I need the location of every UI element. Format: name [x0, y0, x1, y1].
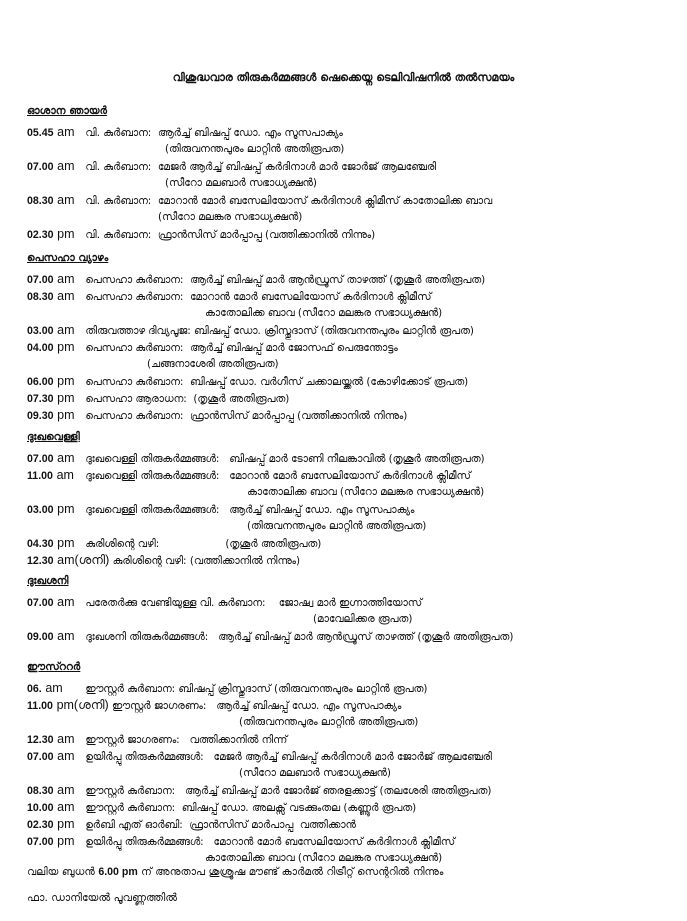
schedule-time [27, 749, 82, 764]
time-value: 07.00 [27, 597, 54, 609]
schedule-time [27, 536, 82, 551]
schedule-time [27, 227, 82, 242]
time-period: am [56, 468, 74, 482]
time-period: am(ശനി) [57, 553, 110, 567]
section-heading: പെസഹാ വ്യാഴം [27, 252, 109, 264]
schedule-text: ഈസ്റ്റർ ജാഗരണം: വത്തിക്കാനിൽ നിന്ന് [85, 734, 288, 746]
schedule-text: തിരുവത്താഴ ദിവ്യപൂജ: ബിഷപ്പ് ഡോ. ക്രിസ്തുദാസ് (തിരുവനന്തപുരം ലാറ്റിൻ രൂപത) [85, 325, 474, 337]
schedule-time [27, 125, 82, 140]
schedule-text: ഈസ്റ്റർ കുർബാന: ബിഷപ്പ് ക്രിസ്തുദാസ് (തിരുവനന്തപുരം ലാറ്റിൻ രൂപത) [85, 683, 428, 695]
time-value: 03.00 [27, 504, 54, 516]
schedule-row [27, 272, 485, 287]
schedule-continuation: (ചങ്ങനാശേരി അതിരൂപത) [147, 358, 279, 370]
schedule-time [27, 468, 82, 483]
time-value: 11.00 [27, 700, 53, 712]
time-period: am [57, 451, 75, 465]
schedule-text: ദുഃഖവെള്ളി തിരുകർമ്മങ്ങൾ: മോറാൻ മോർ ബസേലിയോസ് കർദിനാൾ ക്ലിമീസ് [85, 470, 471, 482]
time-value: 08.30 [27, 785, 54, 797]
schedule-continuation: കാതോലിക്ക ബാവ (സീറോ മലങ്കര സഭാധ്യക്ഷൻ) [247, 486, 485, 498]
schedule-continuation: (സീറോ മലബാർ സഭാധ്യക്ഷൻ) [239, 767, 391, 779]
schedule-row [27, 536, 321, 551]
schedule-continuation: (തിരുവനന്തപുരം ലാറ്റിൻ അതിരൂപത) [165, 143, 345, 155]
schedule-row [27, 289, 431, 304]
time-value: 07.00 [27, 274, 54, 286]
time-value: 08.30 [27, 195, 54, 207]
time-period: am [57, 159, 75, 173]
time-period: am [57, 749, 75, 763]
time-period: pm [57, 536, 75, 550]
schedule-time [27, 374, 82, 389]
time-value: 04.30 [27, 538, 54, 550]
time-value: 03.00 [27, 325, 54, 337]
schedule-row [27, 553, 300, 568]
time-period: am [57, 595, 75, 609]
schedule-row [27, 749, 492, 764]
section-heading: ഓശാന ഞായർ [27, 105, 108, 117]
schedule-continuation: (തിരുവനന്തപുരം ലാറ്റിൻ അതിരൂപത) [239, 716, 419, 728]
schedule-time [27, 629, 82, 644]
schedule-text: ഈസ്റ്റർ ജാഗരണം: ആർച്ച് ബിഷപ്പ് ഡോ. എം സൂസപാക്യം [112, 700, 402, 712]
schedule-row [27, 408, 407, 423]
time-period: am [57, 272, 75, 286]
schedule-row [27, 227, 375, 242]
time-value: 07.00 [27, 453, 54, 465]
time-period: am [57, 800, 75, 814]
schedule-time [27, 834, 82, 849]
schedule-row [27, 732, 287, 747]
schedule-text: പെസഹാ കുർബാന: ബിഷപ്പ് ഡോ. വർഗീസ് ചക്കാലയ്ക്കൽ (കോഴിക്കോട് രൂപത) [85, 376, 469, 388]
schedule-row [27, 468, 471, 483]
schedule-text: പെസഹാ കുർബാന: മോറാൻ മോർ ബസേലിയോസ് കർദിനാൾ ക്ലിമീസ് [85, 291, 432, 303]
section-heading: ഈസ്ററർ [27, 661, 81, 673]
time-period: pm [57, 340, 75, 354]
schedule-time [27, 323, 82, 338]
schedule-time [27, 595, 82, 610]
schedule-row [27, 340, 398, 355]
time-value: 09.00 [27, 631, 54, 643]
schedule-text: വി. കുർബാന: മോറാൻ മോർ ബസേലിയോസ് കർദിനാൾ ക്ലിമീസ് കാതോലിക്ക ബാവ [85, 195, 493, 207]
schedule-row [27, 193, 492, 208]
schedule-text: ഉയിർപ്പു തിരുകർമ്മങ്ങൾ: മേജർ ആർച്ച് ബിഷപ്പ് കർദിനാൾ മാർ ജോർജ് ആലഞ്ചേരി [85, 751, 492, 763]
time-value: 08.30 [27, 291, 54, 303]
schedule-text: ദുഃഖശനി തിരുകർമ്മങ്ങൾ: ആർച്ച് ബിഷപ്പ് മാർ ആൻഡ്രൂസ് താഴത്ത് (തൃശൂർ അതിരൂപത) [85, 631, 514, 643]
schedule-row [27, 391, 289, 406]
section-heading: ദുഃഖശനി [27, 575, 69, 587]
time-period: pm [57, 502, 75, 516]
time-value: 07.00 [27, 161, 54, 173]
schedule-time [27, 732, 82, 747]
schedule-text: പെസഹാ ആരാധന: (തൃശൂർ അതിരൂപത) [85, 393, 290, 405]
time-period: am [57, 732, 75, 746]
time-value: 06. [27, 683, 42, 695]
schedule-time [27, 817, 82, 832]
time-value: 02.30 [27, 819, 54, 831]
schedule-row [27, 323, 474, 338]
time-period: pm [57, 834, 75, 848]
schedule-row [27, 595, 422, 610]
schedule-row [27, 783, 491, 798]
schedule-time [27, 289, 82, 304]
time-value: 05.45 [27, 127, 54, 139]
schedule-time [27, 698, 109, 713]
time-period: am [57, 783, 75, 797]
time-value: 07.00 [27, 751, 54, 763]
schedule-time [27, 553, 109, 568]
schedule-time [27, 502, 82, 517]
schedule-row [27, 159, 436, 174]
schedule-row [27, 698, 401, 713]
time-period: am [57, 289, 75, 303]
time-value: 10.00 [27, 802, 54, 814]
schedule-time [27, 451, 82, 466]
time-value: 07.00 [27, 836, 54, 848]
schedule-text: ദുഃഖവെള്ളി തിരുകർമ്മങ്ങൾ: ബിഷപ്പ് മാർ ടോണി നീലങ്കാവിൽ (തൃശൂർ അതിരൂപത) [85, 453, 485, 465]
time-period: am [57, 125, 75, 139]
footer-pre: വലിയ ബുധൻ [27, 866, 99, 878]
schedule-row [27, 502, 414, 517]
time-period: pm [57, 391, 75, 405]
time-period: pm [57, 374, 75, 388]
schedule-continuation: (തിരുവനന്തപുരം ലാറ്റിൻ അതിരൂപത) [247, 520, 427, 532]
schedule-row [27, 451, 485, 466]
schedule-text: ഈസ്റ്റർ കുർബാന: ആർച്ച് ബിഷപ്പ് മാർ ജോർജ് ഞരളക്കാട്ട് (തലശേരി അതിരൂപത) [85, 785, 492, 797]
schedule-text: കുരിശിന്റെ വഴി: (വത്തിക്കാനിൽ നിന്നും) [112, 555, 300, 567]
schedule-time [27, 159, 82, 174]
schedule-text: പെസഹാ കുർബാന: ആർച്ച് ബിഷപ്പ് മാർ ജോസഫ് പെരുന്തോട്ടം [85, 342, 398, 354]
document-title: വിശുദ്ധവാര തിരുകർമ്മങ്ങൾ ഷെക്കെയ്ന ടെലിവിഷനിൽ തൽസമയം [172, 71, 515, 84]
time-period: am [57, 323, 75, 337]
time-value: 11.00 [27, 470, 53, 482]
schedule-continuation: (സീറോ മലബാർ സഭാധ്യക്ഷൻ) [165, 177, 317, 189]
schedule-text: ദുഃഖവെള്ളി തിരുകർമ്മങ്ങൾ: ആർച്ച് ബിഷപ്പ് ഡോ. എം സൂസപാക്യം [85, 504, 415, 516]
schedule-row [27, 817, 356, 832]
schedule-text: പെസഹാ കുർബാന: ഫ്രാൻസിസ് മാർപ്പാപ്പ (വത്തിക്കാനിൽ നിന്നും) [85, 410, 408, 422]
time-period: am [57, 629, 75, 643]
schedule-continuation: (സീറോ മലങ്കര സഭാധ്യക്ഷൻ) [158, 211, 303, 223]
schedule-text: ഉർബി എത് ഓർബി: ഫ്രാൻസിസ് മാർപാപ്പ വത്തിക്കാൻ [85, 819, 356, 831]
time-value: 12.30 [27, 555, 54, 567]
schedule-time [27, 391, 82, 406]
schedule-text: പരേതർക്കു വേണ്ടിയുള്ള വി. കുർബാന: ജോഷ്വ മാർ ഇഗ്നാത്തിയോസ് [85, 597, 423, 609]
schedule-time [27, 272, 82, 287]
time-period: pm [57, 817, 75, 831]
schedule-text: പെസഹാ കുർബാന: ആർച്ച് ബിഷപ്പ് മാർ ആൻഡ്രൂസ് താഴത്ത് (തൃശൂർ അതിരൂപത) [85, 274, 486, 286]
schedule-time [27, 340, 82, 355]
schedule-text: കുരിശിന്റെ വഴി: (തൃശൂർ അതിരൂപത) [85, 538, 322, 550]
schedule-time [27, 408, 82, 423]
footer-time: 6.00 pm [98, 866, 138, 878]
schedule-row [27, 629, 513, 644]
footer-post: ന് അനുതാപ ശുശ്രൂഷ മൗണ്ട് കാർമൽ റിട്രീറ്റ് സെന്ററിൽ നിന്നും [137, 866, 444, 878]
schedule-text: ഉയിർപ്പു തിരുകർമ്മങ്ങൾ: മോറാൻ മോർ ബസേലിയോസ് കർദിനാൾ ക്ലിമീസ് [85, 836, 455, 848]
time-period: am [57, 193, 75, 207]
schedule-continuation: കാതോലിക്ക ബാവ (സീറോ മലങ്കര സഭാധ്യക്ഷൻ) [205, 852, 443, 864]
time-value: 06.00 [27, 376, 54, 388]
schedule-time [27, 681, 82, 696]
footer-note [27, 866, 443, 879]
schedule-text: വി. കുർബാന: മേജർ ആർച്ച് ബിഷപ്പ് കർദിനാൾ മാർ ജോർജ് ആലഞ്ചേരി [85, 161, 437, 173]
time-period: pm [57, 408, 75, 422]
time-value: 04.00 [27, 342, 54, 354]
schedule-row [27, 681, 428, 696]
time-value: 09.30 [27, 410, 54, 422]
schedule-time [27, 193, 82, 208]
schedule-row [27, 834, 455, 849]
signature: ഫാ. ഡാനിയേൽ പൂവണ്ണത്തിൽ [27, 892, 178, 904]
time-period: pm(ശനി) [56, 698, 109, 712]
schedule-text: വി. കുർബാന: ഫ്രാൻസിസ് മാർപ്പാപ്പ (വത്തിക്കാനിൽ നിന്നും) [85, 229, 376, 241]
section-heading: ദുഃഖവെള്ളി [27, 431, 80, 443]
schedule-text: ഈസ്റ്റർ കുർബാന: ബിഷപ്പ് ഡോ. അലക്സ് വടക്കുംതല (കണ്ണൂർ രൂപത) [85, 802, 417, 814]
time-value: 02.30 [27, 229, 54, 241]
schedule-row [27, 125, 343, 140]
schedule-row [27, 800, 416, 815]
time-value: 12.30 [27, 734, 54, 746]
schedule-text: വി. കുർബാന: ആർച്ച് ബിഷപ്പ് ഡോ. എം സൂസപാക്യം [85, 127, 343, 139]
time-period: pm [57, 227, 75, 241]
time-value: 07.30 [27, 393, 54, 405]
schedule-continuation: കാതോലിക്ക ബാവ (സീറോ മലങ്കര സഭാധ്യക്ഷൻ) [205, 307, 443, 319]
schedule-row [27, 374, 468, 389]
schedule-continuation: (മാവേലിക്കര രൂപത) [313, 613, 413, 625]
schedule-time [27, 800, 82, 815]
time-period: am [45, 681, 63, 695]
schedule-time [27, 783, 82, 798]
